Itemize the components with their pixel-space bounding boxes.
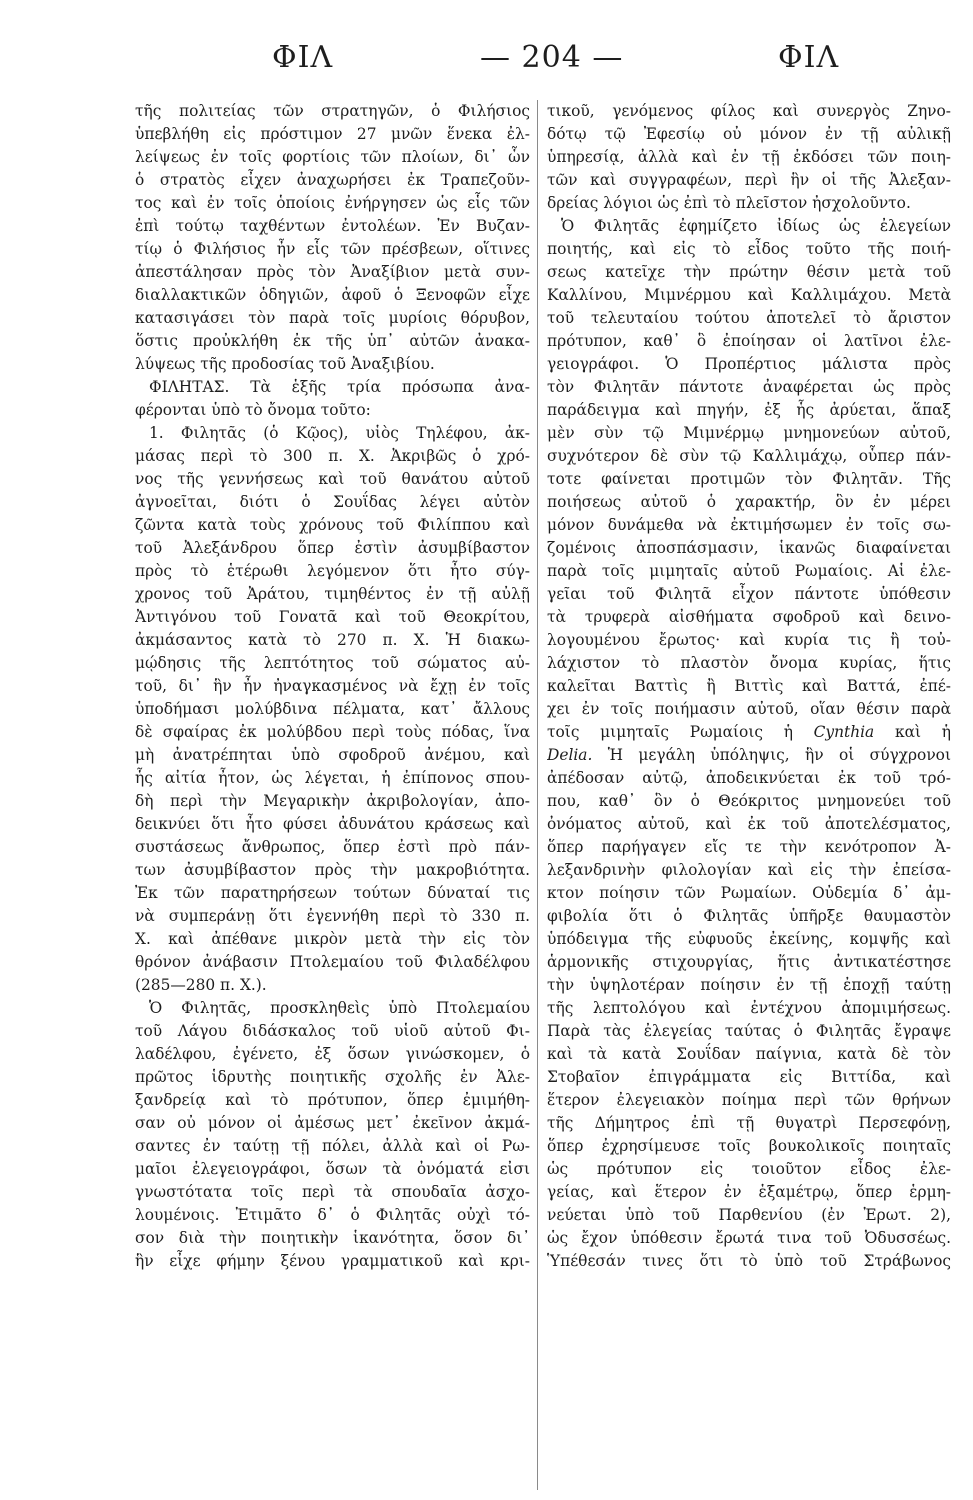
line-text: λείψεως ἐν τοῖς φορτίοις τῶν πλοίων, δι᾽ ὧν [135, 148, 530, 166]
line-text: ποιητής, καὶ εἰς τὸ εἶδος τοῦτο τῆς ποιή- [547, 240, 951, 258]
text-line [547, 1227, 951, 1250]
line-text: καὶ τὰ κατὰ Σουΐδαν παίγνια, κατὰ δὲ τὸν [547, 1045, 951, 1063]
text-line [135, 284, 530, 307]
text-line [547, 1112, 951, 1135]
text-line [547, 859, 951, 882]
line-text: ἀπέδοσαν αὐτῷ, ἀποδεικνύεται ἐκ τοῦ τρό- [547, 769, 951, 787]
line-text: λογουμένου ἔρωτος· καὶ κυρία τις ἢ τοὐ- [547, 631, 951, 649]
line-text: δὴ περὶ τὴν Μεγαρικὴν ἀκριβολογίαν, ἀπο- [135, 792, 530, 810]
line-text: κτον ποίησιν τῶν Ρωμαίων. Οὐδεμία δ᾽ ἀμ- [547, 884, 951, 902]
text-line [135, 813, 530, 836]
line-text: ὑπεβλήθη εἰς πρόστιμον 27 μνῶν ἕνεκα ἐλ- [135, 125, 530, 143]
text-line [547, 1043, 951, 1066]
line-text: λάχιστον τὸ πλαστὸν ὄνομα κυρίας, ἥτις [547, 654, 951, 672]
text-line [135, 905, 530, 928]
text-line [547, 928, 951, 951]
line-text: ζομένοις ἀποσπάσμασιν, ἱκανῶς διαφαίνεται [547, 539, 951, 557]
line-text: ὑπηρεσίᾳ, ἀλλὰ καὶ ἐν τῇ ἐκδόσει τῶν ποιη- [547, 148, 951, 166]
text-line [135, 1181, 530, 1204]
line-text: ἀγνοεῖται, διότι ὁ Σουΐδας λέγει αὐτὸν [135, 493, 530, 511]
text-line [135, 146, 530, 169]
latin-word: Delia. [547, 746, 593, 764]
text-line [135, 744, 530, 767]
text-line [135, 468, 530, 491]
text-line [547, 330, 951, 353]
text-line [547, 1020, 951, 1043]
text-line [135, 1204, 530, 1227]
line-text: δεικνύει ὅτι ἦτο φύσει ἀδυνάτου κράσεως καὶ [135, 815, 530, 833]
text-line [547, 169, 951, 192]
text-line [135, 215, 530, 238]
line-text: παράδειγμα καὶ πηγήν, ἐξ ἧς ἀρύεται, ἅπαξ [547, 401, 951, 419]
text-line [547, 215, 951, 238]
text-line [135, 192, 530, 215]
text-line [135, 491, 530, 514]
text-line [135, 1227, 530, 1250]
line-text: τῆς Δήμητρος ἐπὶ τῇ θυγατρὶ Περσεφόνῃ, [547, 1114, 951, 1132]
line-text: Ὑπέθεσάν τινες ὅτι τὸ ὑπὸ τοῦ Στράβωνος [547, 1252, 951, 1270]
line-text: ἀκμάσαντος κατὰ τὸ 270 π. Χ. Ἡ διακω- [135, 631, 530, 649]
left-column [135, 100, 530, 1492]
text-line [135, 882, 530, 905]
text-line [547, 790, 951, 813]
text-line [547, 1135, 951, 1158]
right-column [547, 100, 951, 1492]
text-line [547, 813, 951, 836]
line-text: ΦΙΛΗΤΑΣ. Τὰ ἑξῆς τρία πρόσωπα ἀνα- [149, 378, 530, 396]
line-text: ποιήσεως αὐτοῦ ὁ χαρακτήρ, ὃν ἐν μέρει [547, 493, 951, 511]
text-line [547, 583, 951, 606]
line-text: δρείας λόγιοι ὡς ἐπὶ τὸ πλεῖστον ἠσχολοῦντο. [547, 194, 911, 212]
line-text: σαντες ἐν ταύτῃ τῇ πόλει, ἀλλὰ καὶ οἱ Ρω- [135, 1137, 530, 1155]
text-line [135, 859, 530, 882]
line-text: τικοῦ, γενόμενος φίλος καὶ συνεργὸς Ζηνο- [547, 102, 951, 120]
text-line [547, 721, 951, 744]
text-line [135, 1112, 530, 1135]
line-text: χει ἐν τοῖς ποιήμασιν αὐτοῦ, οἵαν θέσιν παρὰ [547, 700, 951, 718]
line-text: τῆς πολιτείας τῶν στρατηγῶν, ὁ Φιλήσιος [135, 102, 530, 120]
line-text: ὁ στρατὸς εἶχεν ἀναχωρήσει ἐκ Τραπεζοῦν- [135, 171, 530, 189]
text-line [547, 951, 951, 974]
text-line [547, 123, 951, 146]
line-text: ὡς ἔχον ὑπόθεσιν ἔρωτά τινα τοῦ Ὀδυσσέως. [547, 1229, 951, 1247]
text-line [547, 238, 951, 261]
line-text: τὸν Φιλητᾶν πάντοτε ἀναφέρεται ὡς πρὸς [547, 378, 951, 396]
text-line [547, 675, 951, 698]
line-text: κατασιγάσει τὸν παρὰ τοῖς μυρίοις θόρυβον, [135, 309, 530, 327]
text-line [135, 261, 530, 284]
line-text: τοῦ Ἀλεξάνδρου ὅπερ ἐστὶν ἀσυμβίβαστον [135, 539, 530, 557]
text-line [547, 192, 951, 215]
line-text: πρότυπον, καθ᾽ ὃ ἐποίησαν οἱ λατῖνοι ἐλε- [547, 332, 951, 350]
text-line [547, 399, 951, 422]
line-text: Ὁ Φιλητᾶς ἐφημίζετο ἰδίως ὡς ἐλεγείων [561, 217, 951, 235]
line-text: σον διὰ τὴν ποιητικὴν ἱκανότητα, ὅσον δι᾽ [135, 1229, 530, 1247]
line-text: Ὁ Φιλητᾶς, προσκληθεὶς ὑπὸ Πτολεμαίου [149, 999, 530, 1017]
line-text: καλεῖται Βαττὶς ἢ Βιττὶς καὶ Βαττά, ἐπέ- [547, 677, 951, 695]
text-line [135, 330, 530, 353]
text-line [135, 1158, 530, 1181]
text-line [135, 560, 530, 583]
text-line [135, 629, 530, 652]
line-text: ἐπὶ τούτῳ ταχθέντων ἐντολέων. Ἐν Βυζαν- [135, 217, 530, 235]
line-text: χρονος τοῦ Ἀράτου, τιμηθέντος ἐν τῇ αὐλῇ [135, 585, 530, 603]
line-text: ἀπεστάλησαν πρὸς τὸν Ἀναξίβιον μετὰ συν- [135, 263, 530, 281]
line-text: μὴ ἀνατρέπηται ὑπὸ σφοδροῦ ἀνέμου, καὶ [135, 746, 530, 764]
line-text: ἣν εἶχε φήμην ξένου γραμματικοῦ καὶ κρι- [135, 1252, 530, 1270]
text-line [135, 652, 530, 675]
text-line [547, 652, 951, 675]
text-line [547, 882, 951, 905]
text-line [547, 1158, 951, 1181]
column-divider [537, 100, 538, 1490]
line-text: τὰ τρυφερὰ αἰσθήματα σφοδροῦ καὶ δεινο- [547, 608, 951, 626]
line-text: ὡς πρότυπον εἰς τοιοῦτον εἶδος ἐλε- [547, 1160, 951, 1178]
line-text: ξανδρείᾳ καὶ τὸ πρότυπον, ὅπερ ἐμιμήθη- [135, 1091, 530, 1109]
line-text: σαν οὐ μόνον οἱ ἀμέσως μετ᾽ ἐκεῖνον ἀκμά- [135, 1114, 530, 1132]
line-text: τῶν καὶ συγγραφέων, περὶ ἣν οἱ τῆς Ἀλεξαν- [547, 171, 951, 189]
text-line [547, 100, 951, 123]
text-line [547, 974, 951, 997]
text-line [547, 284, 951, 307]
text-line [135, 928, 530, 951]
line-text: καὶ ἡ [894, 723, 951, 741]
text-line [135, 721, 530, 744]
text-line [547, 836, 951, 859]
text-line [135, 675, 530, 698]
line-text: τοῦ Λάγου διδάσκαλος τοῦ υἱοῦ αὐτοῦ Φι- [135, 1022, 530, 1040]
line-text: ὀνόματος αὐτοῦ, καὶ ἐκ τοῦ ἀποτελέσματος, [547, 815, 951, 833]
text-line [135, 537, 530, 560]
latin-word: Cynthia [813, 723, 875, 741]
line-text: μῴδησις τῆς λεπτότητος τοῦ σώματος αὐ- [135, 654, 530, 672]
text-line [135, 1020, 530, 1043]
text-line [135, 1089, 530, 1112]
line-text: δότῳ τῷ Ἐφεσίῳ οὐ μόνον ἐν τῇ αὐλικῇ [547, 125, 951, 143]
text-line [547, 606, 951, 629]
line-text: 1. Φιλητᾶς (ὁ Κῷος), υἱὸς Τηλέφου, ἀκ- [149, 424, 530, 442]
line-text: ζῶντα κατὰ τοὺς χρόνους τοῦ Φιλίππου καὶ [135, 516, 530, 534]
line-text: τίῳ ὁ Φιλήσιος ἦν εἷς τῶν πρέσβεων, οἵτινες [135, 240, 530, 258]
line-text: γνωστότατα τοῖς περὶ τὰ σπουδαῖα ἀσχο- [135, 1183, 530, 1201]
line-text: νεύεται ὑπὸ τοῦ Παρθενίου (ἐν Ἐρωτ. 2), [547, 1206, 951, 1224]
text-line [547, 537, 951, 560]
line-text: τὴν ὑψηλοτέραν ποίησιν ἐν τῇ ἐποχῇ ταύτῃ [547, 976, 951, 994]
text-line [135, 422, 530, 445]
text-line [135, 123, 530, 146]
line-text: πρὸς τὸ ἑτέρωθι λεγόμενον ὅτι ἦτο σύγ- [135, 562, 530, 580]
text-line [135, 1135, 530, 1158]
text-line [135, 445, 530, 468]
text-line [135, 238, 530, 261]
line-text: Παρὰ τὰς ἐλεγείας ταύτας ὁ Φιλητᾶς ἔγραψε [547, 1022, 951, 1040]
text-line [547, 261, 951, 284]
running-head-right: ΦΙΛ [778, 40, 840, 75]
line-text: τῆς λεπτολόγου καὶ ἐντέχνου ἀπομιμήσεως. [547, 999, 951, 1017]
line-text: μὲν σὺν τῷ Μιμνέρμῳ μνημονεύων αὐτοῦ, [547, 424, 951, 442]
line-text: ὅστις προὐκλήθη ἐκ τῆς ὑπ᾽ αὐτῶν ἀνακα- [135, 332, 530, 350]
text-line [547, 905, 951, 928]
line-text: νὰ συμπεράνῃ ὅτι ἐγεννήθη περὶ τὸ 330 π. [135, 907, 530, 925]
line-text: πρῶτος ἱδρυτὴς ποιητικῆς σχολῆς ἐν Ἀλε- [135, 1068, 530, 1086]
line-text: ὅπερ παρήγαγεν εἴς τε τὴν κενότροπον Ἀ- [547, 838, 951, 856]
line-text: Ἡ μεγάλη ὑπόληψις, ἣν οἱ σύγχρονοι [607, 746, 951, 764]
text-line [547, 1204, 951, 1227]
text-line [135, 997, 530, 1020]
line-text: τοτε φαίνεται προτιμῶν τὸν Φιλητᾶν. Τῆς [547, 470, 951, 488]
line-text: φιβολία ὅτι ὁ Φιλητᾶς ὑπῆρξε θαυμαστὸν [547, 907, 951, 925]
line-text: διαλλακτικῶν ὁδηγιῶν, ἀφοῦ ὁ Ξενοφῶν εἶχε [135, 286, 530, 304]
text-line [547, 353, 951, 376]
text-line [547, 629, 951, 652]
line-text: θρόνον ἀνάβασιν Πτολεμαίου τοῦ Φιλαδέλφου [135, 953, 530, 971]
text-line [135, 606, 530, 629]
line-text: Καλλίνου, Μιμνέρμου καὶ Καλλιμάχου. Μετὰ [547, 286, 951, 304]
text-line [135, 951, 530, 974]
text-line [547, 376, 951, 399]
text-line [135, 767, 530, 790]
text-line [135, 514, 530, 537]
line-text: γειογράφοι. Ὁ Προπέρτιος μάλιστα πρὸς [547, 355, 951, 373]
line-text: ἧς αἰτία ἦτον, ὡς λέγεται, ἡ ἐπίπονος σπου- [135, 769, 530, 787]
running-head [0, 38, 973, 78]
line-text: μαῖοι ἐλεγειογράφοι, ὅσων τὰ ὀνόματά εἰσι [135, 1160, 530, 1178]
line-text: τοῦ, δι᾽ ἣν ἦν ἠναγκασμένος νὰ ἔχῃ ἐν τοῖς [135, 677, 530, 695]
text-line [547, 997, 951, 1020]
text-line [547, 468, 951, 491]
text-line [547, 1181, 951, 1204]
text-line [135, 698, 530, 721]
line-text: Ἀντιγόνου τοῦ Γονατᾶ καὶ τοῦ Θεοκρίτου, [135, 608, 530, 626]
text-line [135, 1043, 530, 1066]
text-line [135, 790, 530, 813]
line-text: μάσας περὶ τὸ 300 π. Χ. Ἀκριβῶς ὁ χρό- [135, 447, 530, 465]
line-text: σεως κατεῖχε τὴν πρώτην θέσιν μετὰ τοῦ [547, 263, 951, 281]
line-text: Χ. καὶ ἀπέθανε μικρὸν μετὰ τὴν εἰς τὸν [135, 930, 530, 948]
line-text: συχνότερον δὲ σὺν τῷ Καλλιμάχῳ, οὗπερ πάν- [547, 447, 951, 465]
line-text: που, καθ᾽ ὃν ὁ Θεόκριτος μνημονεύει τοῦ [547, 792, 951, 810]
text-line [547, 1089, 951, 1112]
line-text: Ἐκ τῶν παρατηρήσεων τούτων δύναταί τις [135, 884, 530, 902]
line-text: λύψεως τῆς προδοσίας τοῦ Ἀναξιβίου. [135, 355, 435, 373]
line-text: παρὰ τοῖς μιμηταῖς αὐτοῦ Ρωμαίοις. Αἱ ἐλε- [547, 562, 951, 580]
text-line [135, 583, 530, 606]
text-line [135, 1066, 530, 1089]
line-text: ἕτερον ἐλεγειακὸν ποίημα περὶ τῶν θρήνων [547, 1091, 951, 1109]
line-text: λαδέλφου, ἐγένετο, ἐξ ὅσων γινώσκομεν, ὁ [135, 1045, 530, 1063]
text-line [135, 1250, 530, 1273]
line-text: λεξανδρινὴν φιλολογίαν καὶ εἰς τὴν ἐπείσα- [547, 861, 951, 879]
page-number: — 204 — [480, 40, 624, 75]
text-line [547, 445, 951, 468]
line-text: (285—280 π. Χ.). [135, 976, 267, 994]
text-line [135, 100, 530, 123]
line-text: ὑποδήμασι μολύβδινα πέλματα, κατ᾽ ἄλλους [135, 700, 530, 718]
line-text: ὑπόδειγμα τῆς εὐφυοῦς ἐκείνης, κομψῆς καὶ [547, 930, 951, 948]
text-line [547, 744, 951, 767]
line-text: Στοβαῖον ἐπιγράμματα εἰς Βιττίδα, καὶ [547, 1068, 951, 1086]
running-head-left: ΦΙΛ [272, 40, 334, 75]
line-text: τοῦ τελευταίου τούτου ἀποτελεῖ τὸ ἄριστον [547, 309, 951, 327]
text-line [547, 698, 951, 721]
text-line [547, 307, 951, 330]
text-line [547, 146, 951, 169]
line-text: μόνον δυνάμεθα νὰ ἐκτιμήσωμεν ἐν τοῖς σω- [547, 516, 951, 534]
text-line [547, 767, 951, 790]
text-line [547, 514, 951, 537]
text-line [547, 491, 951, 514]
line-text: δὲ σφαίρας ἐκ μολύβδου περὶ τοὺς πόδας, ἵνα [135, 723, 530, 741]
text-line [547, 560, 951, 583]
line-text: τος καὶ ἐν τοῖς ὁποίοις ἐνήργησεν ὡς εἷς τῶν [135, 194, 530, 212]
line-text: φέρονται ὑπὸ τὸ ὄνομα τοῦτο: [135, 401, 371, 419]
text-line [547, 1066, 951, 1089]
line-text: γεῖαι τοῦ Φιλητᾶ εἶχον πάντοτε ὑπόθεσιν [547, 585, 951, 603]
line-text: ἁρμονικῆς στιχουργίας, ἥτις ἀντικατέστησε [547, 953, 951, 971]
text-line [547, 422, 951, 445]
text-line [135, 974, 530, 997]
text-line [135, 399, 530, 422]
text-line [135, 376, 530, 399]
line-text: ὅπερ ἐχρησίμευσε τοῖς βουκολικοῖς ποιηταῖς [547, 1137, 951, 1155]
line-text: συστάσεως ἄνθρωπος, ὅπερ ἐστὶ πρὸ πάν- [135, 838, 530, 856]
line-text: τοῖς μιμηταῖς Ρωμαίοις ἡ [547, 723, 793, 741]
line-text: των ἀσυμβίβαστον πρὸς τὴν μακροβιότητα. [135, 861, 530, 879]
line-text: γείας, καὶ ἕτερον ἐν ἑξαμέτρῳ, ὅπερ ἑρμη- [547, 1183, 951, 1201]
text-line [135, 307, 530, 330]
text-line [135, 169, 530, 192]
line-text: νος τῆς γεννήσεως καὶ τοῦ θανάτου αὐτοῦ [135, 470, 530, 488]
line-text: λουμένοις. Ἐτιμᾶτο δ᾽ ὁ Φιλητᾶς οὐχὶ τό- [135, 1206, 530, 1224]
text-line [547, 1250, 951, 1273]
text-line [135, 836, 530, 859]
text-line [135, 353, 530, 376]
